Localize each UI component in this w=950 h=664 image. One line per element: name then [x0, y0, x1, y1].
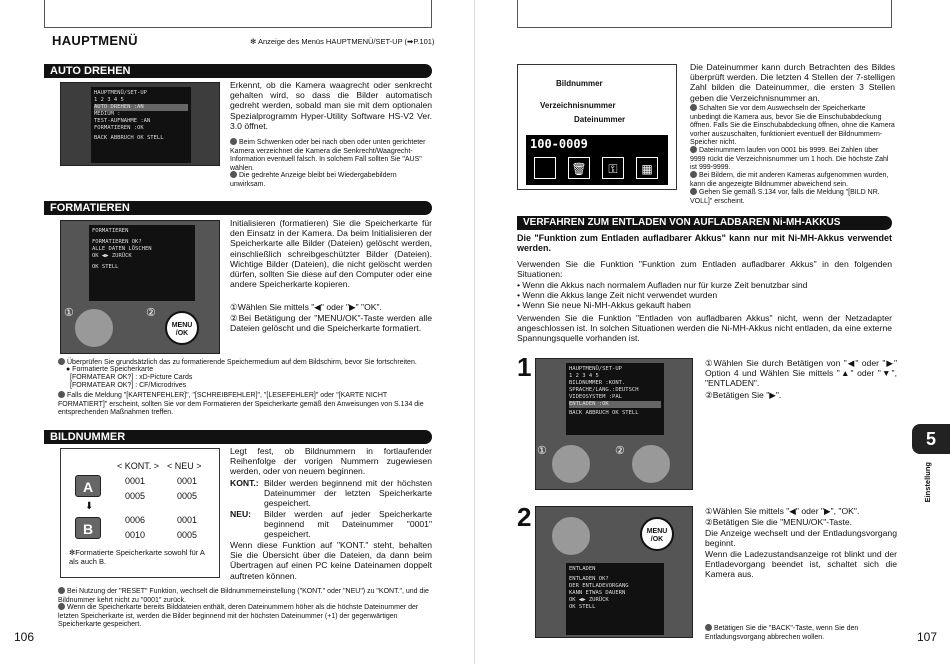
camera-back-formatieren	[60, 220, 220, 354]
formatieren-note-1b: [FORMATEAR OK?] : xD-Picture Cards	[70, 374, 193, 381]
note-4	[690, 188, 895, 206]
camera-screen-auto-drehen	[60, 82, 220, 166]
page-title: HAUPTMENÜ	[52, 33, 138, 48]
formatieren-note-2	[58, 391, 433, 418]
lcd-footer: BACK ABBRUCH OK STELL	[94, 135, 164, 141]
note-icon	[690, 188, 697, 195]
image-icon	[534, 157, 556, 179]
lcd-title: HAUPTMENÜ/SET-UP	[94, 90, 147, 96]
kont-label: KONT.:	[230, 478, 259, 488]
formatieren-step-1: ①Wählen Sie mittels "◀" oder "▶" "OK".	[230, 302, 382, 312]
lcd-line: DER ENTLADEVORGANG	[569, 583, 629, 589]
bildnummer-diagram	[60, 448, 220, 578]
lcd-line: TEST-AUFNAHME :AN	[94, 118, 151, 124]
bildnummer-body-2: Wenn diese Funktion auf "KONT." steht, behalten Sie die Übersicht über die Dateien, da dann beim Übertragen auf einen PC keine Dateinamen doppelt auftreten können.	[230, 540, 432, 581]
lcd-line: ENTLADEN OK?	[569, 576, 609, 582]
dpad-button	[550, 443, 592, 485]
formatieren-note-1c: [FORMATEAR OK?] : CF/Microdrives	[70, 382, 187, 389]
akku-intro: Verwenden Sie die Funktion "Funktion zum Entladen aufladbarer Akkus" in den folgenden Situationen:	[517, 259, 892, 280]
menu-ok-button: MENU /OK	[640, 517, 674, 551]
memory-card-a: A	[75, 475, 101, 497]
callout-2: ②	[615, 445, 625, 457]
lcd-title: HAUPTMENÜ/SET-UP	[569, 366, 622, 372]
note-icon	[690, 171, 697, 178]
kont-row-1: 0001	[125, 476, 146, 486]
note-icon	[58, 358, 65, 365]
neu-row-2: 0005	[177, 491, 198, 501]
formatieren-step-2: ②Bei Betätigung der "MENU/OK"-Taste werden alle Dateien gelöscht und die Speicherkarte formatiert.	[230, 313, 432, 334]
lcd-line: MEDIUM :	[94, 111, 121, 117]
trash-icon: 🗑	[568, 157, 590, 179]
lcd-line: BILDNUMMER :KONT.	[569, 380, 626, 386]
dpad-button	[550, 515, 592, 557]
step-2-text-3: Die Anzeige wechselt und der Entladungsvorgang beginnt.	[705, 528, 897, 549]
right-page	[475, 0, 950, 664]
formatieren-note-1a: ● Formatierte Speicherkarte	[66, 366, 154, 373]
header-frame	[44, 0, 432, 28]
neu-text: Bilder werden auf jeder Speicherkarte beginnend mit Dateinummer "0001" gespeichert.	[264, 509, 432, 540]
note-text: Die gedrehte Anzeige bleibt bei Wiedergabebildern unwirksam.	[230, 172, 397, 188]
note-text: Falls die Meldung "[KARTENFEHLER]", "[SCHREIBFEHLER]", "[LESEFEHLER]" oder "[KARTE NICHT FORMATIERT]" erscheint, sollten Sie vor dem Formatieren der Speicherkarte gemäß den Anweisungen von S.134 die entsprechenden Maßnahmen treffen.	[58, 392, 424, 416]
lcd-line: 1 2 3 4 5	[94, 97, 124, 103]
page-number-right: 107	[917, 630, 938, 644]
lcd-title: ENTLADEN	[569, 566, 596, 572]
note-text: Schalten Sie vor dem Auswechseln der Speicherkarte unbedingt die Kamera aus, bevor Sie die Einschubabdeckung öffnen. Falls Sie die Einschubabdeckung öffnen, ohne die Kamera vorher auszuschalten, funktioniert eventuell der Bildnummern-Speicher nicht.	[690, 105, 895, 146]
step-1-text-1: ①Wählen Sie durch Betätigen von "◀" oder "▶" Option 4 und Wählen Sie mittels "▲" oder "▼", "ENTLADEN".	[705, 358, 897, 389]
formatieren-body: Initialisieren (formatieren) Sie die Speicherkarte für den Einsatz in der Kamera. Da beim Initialisieren der Speicherkarte alle Bilder (Dateien) gelöscht werden, einschließlich schreibgeschützter Bilder (Dateien). Wichtige Bilder (Dateien), die nicht gelöscht werden dürfen, sollten Sie diese auf den Computer oder eine andere Speicherkarte kopieren.	[230, 218, 432, 290]
header-neu: < NEU >	[167, 461, 202, 471]
section-heading-akku: VERFAHREN ZUM ENTLADEN VON AUFLADBAREN Ni-MH-AKKUS	[517, 216, 892, 230]
page-number-left: 106	[14, 630, 35, 644]
lcd-footer: OK STELL	[92, 264, 119, 270]
bildnummer-caption: ✻Formatierte Speicherkarte sowohl für A als auch B.	[69, 548, 205, 566]
lcd-auto-drehen	[91, 87, 191, 163]
camera-back-step-2	[535, 506, 693, 638]
note-icon	[58, 391, 65, 398]
step-2-text-4: Wenn die Ladezustandsanzeige rot blinkt und der Entladevorgang beendet ist, schaltet sich die Kamera aus.	[705, 549, 897, 580]
dpad-button	[73, 307, 115, 349]
step-2-note	[705, 624, 897, 642]
note-text: Wenn die Speicherkarte bereits Bilddateien enthält, deren Dateinummern höher als die höchste Dateinummer der letzten Speicherkarte ist, werden die Bilder beginnend mit der höchsten Dateinummer (+1) der gegenwärtigen Speicherkarte gespeichert.	[58, 604, 419, 628]
lcd-line: OK ◀▶ ZURÜCK	[569, 597, 609, 603]
callout-1: ①	[537, 445, 547, 457]
note-text: Betätigen Sie die "BACK"-Taste, wenn Sie den Entladungsvorgang abbrechen wollen.	[705, 625, 859, 641]
lcd-step-2	[566, 563, 664, 635]
step-2-number: 2	[517, 502, 532, 532]
lcd-line: ENTLADEN :OK	[569, 401, 661, 408]
note-icon	[58, 603, 65, 610]
menu-ok-button: MENU /OK	[165, 311, 199, 345]
step-1-text-2: ②Betätigen Sie "▶".	[705, 390, 782, 400]
label-verzeichnisnummer: Verzeichnisnummer	[540, 101, 616, 110]
akku-bullet-3: • Wenn Sie neue Ni-MH-Akkus gekauft haben	[517, 300, 691, 310]
camera-back-step-1	[535, 358, 693, 490]
down-arrow-icon: ⬇	[85, 501, 94, 512]
akku-outro: Verwenden Sie die Funktion "Entladen von aufladbaren Akkus" nicht, wenn der Netzadapter angeschlossen ist. In solchen Situationen werden die Ni-MH-Akkus nicht entladen, da eine externe Spannungsquelle vorhanden ist.	[517, 313, 892, 344]
memory-card-b: B	[75, 517, 101, 539]
lcd-formatieren	[89, 225, 195, 301]
step-2-text-2: ②Betätigen Sie die "MENU/OK"-Taste.	[705, 517, 853, 527]
label-bildnummer: Bildnummer	[556, 79, 603, 88]
step-2-text-1: ①Wählen Sie mittels "◀" oder "▶", "OK".	[705, 506, 860, 516]
lcd-line: AUTO DREHEN :AN	[94, 104, 188, 111]
dpad-button	[630, 443, 672, 485]
lcd-line: VIDEOSYSTEM :PAL	[569, 394, 622, 400]
note-2	[690, 146, 895, 173]
kont-row-3: 0006	[125, 515, 146, 525]
note-1	[690, 104, 895, 148]
lcd-line: OK ◀▶ ZURÜCK	[92, 253, 132, 259]
callout-1: ①	[64, 307, 74, 319]
note-text: Gehen Sie gemäß S.134 vor, falls die Meldung "[BILD NR. VOLL]" erscheint.	[690, 189, 880, 205]
note-3	[690, 171, 895, 189]
title-note: ✻ Anzeige des Menüs HAUPTMENÜ/SET-UP (➡P.101)	[250, 37, 435, 46]
note-icon	[230, 138, 237, 145]
chapter-tab: 5	[912, 424, 950, 454]
callout-2: ②	[146, 307, 156, 319]
lcd-line: ALLE DATEN LÖSCHEN	[92, 246, 152, 252]
grid-icon: ▦	[636, 157, 658, 179]
lcd-title: FORMATIEREN	[92, 228, 129, 234]
kont-text: Bilder werden beginnend mit der höchsten Dateinummer der letzten Speicherkarte gespeichert.	[264, 478, 432, 509]
chapter-label: Einstellung	[923, 462, 932, 503]
kont-row-2: 0005	[125, 491, 146, 501]
neu-label: NEU:	[230, 509, 252, 519]
lcd-line: KANN ETWAS DAUERN	[569, 590, 626, 596]
lcd-line: SPRACHE/LANG.:DEUTSCH	[569, 387, 639, 393]
neu-row-3: 0001	[177, 515, 198, 525]
section-heading-bildnummer: BILDNUMMER	[44, 430, 432, 444]
auto-drehen-body: Erkennt, ob die Kamera waagrecht oder senkrecht gehalten wird, so dass die Bilder automatisch gedreht werden, sobald man sie mit dem optionalen Spezialprogramm Hyper-Utility Software HS-V2 Ver. 3.0 öffnet.	[230, 80, 432, 131]
note-icon	[705, 624, 712, 631]
display-number: 100-0009	[530, 137, 588, 151]
lcd-line: 1 2 3 4 5	[569, 373, 599, 379]
auto-drehen-note-1	[230, 138, 432, 173]
dateinummer-text: Die Dateinummer kann durch Betrachten des Bildes überprüft werden. Die letzten 4 Stellen der 7-stelligen Zahl bilden die Dateinummer, die ersten 3 Stellen geben die Verzeichnisnummer an.	[690, 62, 895, 103]
note-text: Dateinummern laufen von 0001 bis 9999. Bei Zahlen über 9999 rückt die Verzeichnisnummer um 1 hoch. Die höchste Zahl ist 999-9999.	[690, 147, 889, 171]
note-icon	[58, 587, 65, 594]
neu-row-4: 0005	[177, 530, 198, 540]
note-text: Beim Schwenken oder bei nach oben oder unten gerichteter Kamera verzeichnet die Kamera die Senkrecht/Waagrecht-Information eventuell falsch. In solchem Fall sollten Sie "AUS" wählen.	[230, 139, 426, 172]
akku-bullet-2: • Wenn die Akkus lange Zeit nicht verwendet wurden	[517, 290, 718, 300]
lcd-line: FORMATIEREN OK?	[92, 239, 142, 245]
label-dateinummer: Dateinummer	[574, 115, 626, 124]
camera-display	[526, 135, 668, 185]
step-1-number: 1	[517, 352, 532, 382]
file-number-diagram	[517, 64, 677, 190]
note-icon	[690, 146, 697, 153]
akku-subheading: Die "Funktion zum Entladen aufladbarer Akkus" kann nur mit Ni-MH-Akkus verwendet werden.	[517, 233, 892, 254]
header-frame	[517, 0, 892, 28]
section-heading-auto-drehen: AUTO DREHEN	[44, 64, 432, 78]
note-text: Bei Nutzung der "RESET" Funktion, wechselt die Bildnummerneinstellung ("KONT." oder "NEU") zu "KONT.", und die Bildnummer kehrt nicht zu "0001" zurück.	[58, 588, 429, 604]
lcd-footer: BACK ABBRUCH OK STELL	[569, 410, 639, 416]
neu-row-1: 0001	[177, 476, 198, 486]
note-text: Bei Bildern, die mit anderen Kameras aufgenommen wurden, kann die angezeigte Bildnummer abweichend sein.	[690, 172, 889, 188]
lcd-footer: OK STELL	[569, 604, 596, 610]
note-text: Überprüfen Sie grundsätzlich das zu formatierende Speichermedium auf dem Bildschirm, bevor Sie fortschreiten.	[67, 359, 417, 366]
lcd-step-1	[566, 363, 664, 435]
key-icon: ⚿	[602, 157, 624, 179]
bildnummer-body: Legt fest, ob Bildnummern in fortlaufender Reihenfolge der vorigen Nummern zugewiesen werden, oder von neuem beginnen.	[230, 446, 432, 477]
auto-drehen-note-2	[230, 171, 432, 189]
lcd-line: FORMATIEREN :OK	[94, 125, 144, 131]
note-icon	[690, 104, 697, 111]
header-kont: < KONT. >	[117, 461, 160, 471]
kont-row-4: 0010	[125, 530, 146, 540]
section-heading-formatieren: FORMATIEREN	[44, 201, 432, 215]
bildnummer-note-2	[58, 603, 433, 630]
note-icon	[230, 171, 237, 178]
akku-bullet-1: • Wenn die Akkus nach normalem Aufladen nur für kurze Zeit benutzbar sind	[517, 280, 808, 290]
